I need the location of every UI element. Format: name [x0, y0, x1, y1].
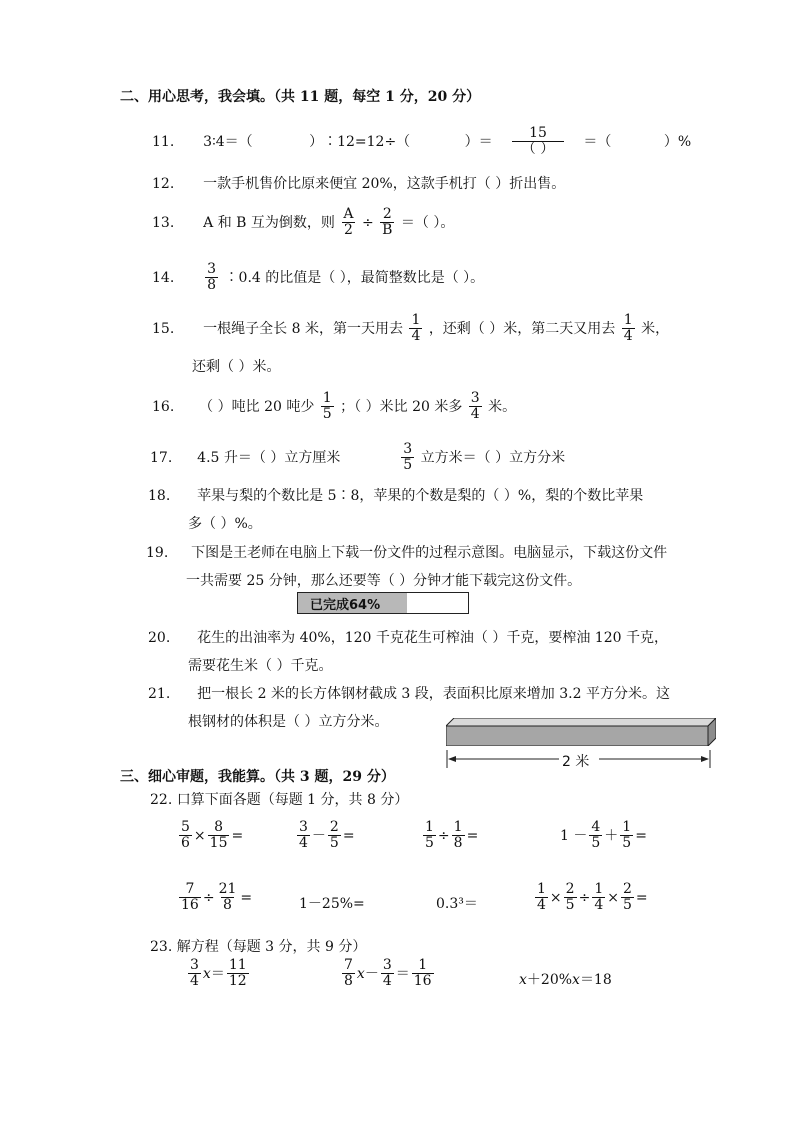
equation: x＋20%x＝18 — [519, 972, 612, 988]
equation: $\frac{7}{8}$ x－ $\frac{3}{4}$ ＝ $\frac{1}{16}$ — [344, 957, 432, 990]
calc-expression: $\frac{7}{16}$ ÷ $\frac{21}{8}$ = — [181, 881, 253, 914]
question-number: 12. — [152, 176, 175, 192]
question-13: 13. A 和 B 互为倒数，则 $\frac{A}{2}$ ÷ $\frac{2}{B}$ ＝（ ）。 — [152, 206, 455, 239]
question-20: 20. 花生的出油率为 40%，120 千克花生可榨油（ ）千克，要榨油 120 千克， — [148, 630, 668, 646]
fraction: $\frac{3}{5}$ — [403, 441, 413, 474]
question-12 — [152, 173, 565, 193]
calc-expression: 1 － $\frac{4}{5}$ ＋ $\frac{1}{5}$ = — [560, 819, 647, 852]
question-18-line2: 多（ ）%。 — [188, 516, 262, 532]
question-text: 一款手机售价比原来便宜 20%，这款手机打（ ）折出售。 — [203, 176, 566, 192]
question-number: 14. — [152, 269, 175, 286]
question-21: 21. 把一根长 2 米的长方体钢材截成 3 段，表面积比原来增加 3.2 平方分米。这 — [148, 686, 670, 702]
calc-expression: $\frac{1}{5}$ ÷ $\frac{1}{8}$ = — [425, 819, 479, 852]
question-21-line2: 根钢材的体积是（ ）立方分米。 — [188, 714, 389, 730]
question-number: 21. — [148, 686, 171, 702]
fraction: $\frac{3}{8}$ — [207, 261, 217, 294]
length-label: 2 米 — [562, 754, 590, 770]
question-15-line2: 还剩（ ）米。 — [192, 359, 281, 375]
question-number: 20. — [148, 630, 171, 646]
question-17: 17. 4.5 升＝（ ）立方厘米 $\frac{3}{5}$ 立方米＝（ ）立方分米 — [150, 441, 566, 474]
calc-expression: $\frac{3}{4}$ － $\frac{2}{5}$ = — [299, 819, 355, 852]
calc-expression: $\frac{5}{6}$ × $\frac{8}{15}$ = — [181, 819, 244, 852]
calc-expression: 0.3³＝ — [436, 896, 478, 912]
question-15: 15. 一根绳子全长 8 米，第一天用去 $\frac{1}{4}$ ，还剩（ ）米，第二天又用去 $\frac{1}{4}$ 米， — [152, 312, 670, 345]
question-number: 11. — [152, 133, 175, 150]
calc-expression: 1－25%= — [299, 896, 365, 912]
fraction: $\frac{2}{B}$ — [382, 206, 393, 239]
fraction: $\frac{1}{4}$ — [623, 312, 633, 345]
question-16: 16. （ ）吨比 20 吨少 $\frac{1}{5}$ ；（ ）米比 20 米多 $\frac{3}{4}$ 米。 — [152, 390, 517, 423]
question-19: 19. 下图是王老师在电脑上下载一份文件的过程示意图。电脑显示，下载这份文件 — [146, 545, 668, 561]
question-20-line2: 需要花生米（ ）千克。 — [188, 658, 333, 674]
fraction: $\frac{A}{2}$ — [343, 206, 354, 239]
question-19-line2: 一共需要 25 分钟，那么还要等（ ）分钟才能下载完这份文件。 — [186, 573, 582, 589]
question-23-title: 23. 解方程（每题 3 分，共 9 分） — [150, 939, 367, 955]
question-number: 16. — [152, 398, 175, 415]
equation: $\frac{3}{4}$ x＝ $\frac{11}{12}$ — [190, 957, 247, 990]
calc-expression: $\frac{1}{4}$ × $\frac{2}{5}$ ÷ $\frac{1}{4}$ × $\frac{2}{5}$ = — [537, 881, 648, 914]
question-11: 11. 3∶4＝（ ）∶12=12÷（ ）＝ $\frac{15}{( )}$ ＝（ ）% — [152, 125, 692, 158]
fraction: $\frac{1}{4}$ — [411, 312, 421, 345]
question-number: 18. — [148, 488, 171, 504]
question-number: 17. — [150, 449, 173, 466]
question-number: 15. — [152, 320, 175, 337]
fraction: $\frac{15}{( )}$ — [503, 126, 573, 158]
section-2-title: 二、用心思考，我会填。（共 11 题，每空 1 分，20 分） — [120, 89, 481, 105]
question-18: 18. 苹果与梨的个数比是 5∶8，苹果的个数是梨的（ ）%，梨的个数比苹果 — [148, 488, 644, 504]
question-number: 13. — [152, 214, 175, 231]
fraction: $\frac{1}{5}$ — [322, 390, 332, 423]
question-14: 14. $\frac{3}{8}$ ∶0.4 的比值是（ ），最简整数比是（ ）。 — [152, 261, 485, 294]
download-progress-bar — [297, 592, 469, 614]
progress-label: 已完成64% — [310, 598, 381, 613]
question-number: 19. — [146, 545, 169, 561]
section-3-title: 三、细心审题，我能算。（共 3 题，29 分） — [120, 769, 395, 785]
question-22-title: 22. 口算下面各题（每题 1 分，共 8 分） — [150, 792, 409, 808]
fraction: $\frac{3}{4}$ — [470, 390, 480, 423]
steel-bar-figure — [446, 718, 716, 746]
